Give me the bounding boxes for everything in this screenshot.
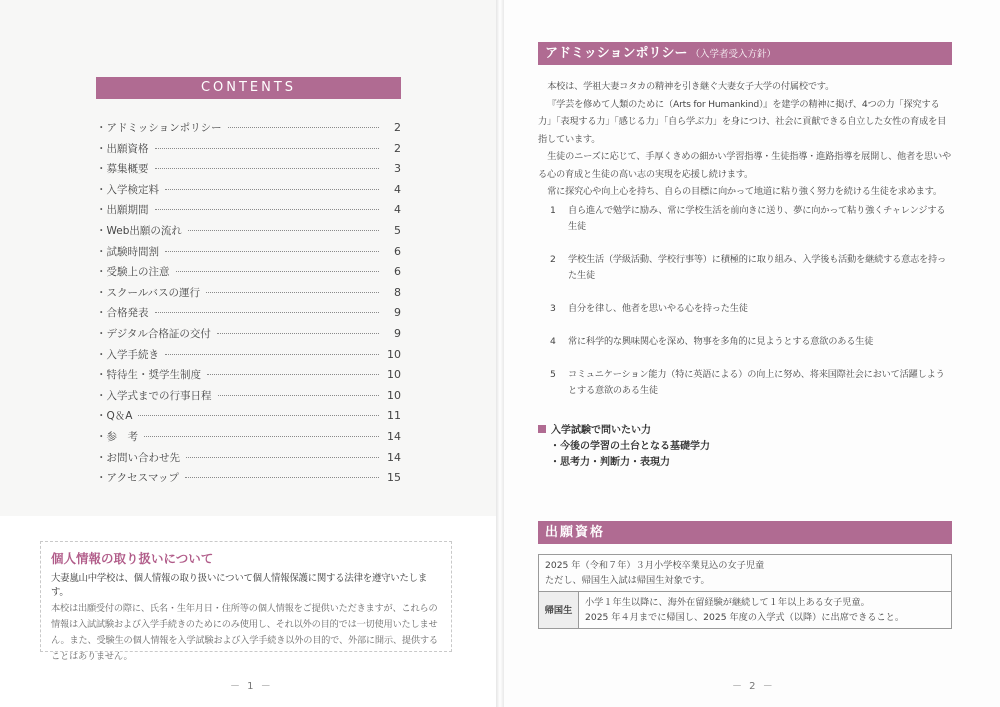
toc-item-page: 5 [394,223,401,237]
policy-item [538,252,952,284]
toc-item-title: ・ デジタル合格証の交付 [96,326,211,341]
intro-paragraph: 『学芸を修めて人類のために（Arts for Humankind）』を建学の精神に掲げ、4つの力「探究する力」「表現する力」「感じる力」「自ら学ぶ力」を身につけ、社会に貢献できる自立した女性の育成を目指しています。 [538,98,947,145]
toc-item-page: 9 [394,306,401,320]
toc-item-title: ・ アクセスマップ [96,470,179,485]
intro-paragraph: 本校は、学祖大妻コタカの精神を引き継ぐ大妻女子大学の付属校です。 [547,81,835,92]
toc-item [96,161,401,182]
toc-item [96,202,401,223]
table-row [539,555,952,592]
toc-item [96,141,401,162]
toc-leader-dots [155,312,380,313]
admission-policy-title: アドミッションポリシー [545,46,688,61]
table-row [539,592,952,629]
toc-item-title: ・ 出願資格 [96,141,149,156]
toc-item-page: 4 [394,203,401,217]
admission-intro [538,78,952,201]
contents-title: CONTENTS [96,77,401,99]
toc-leader-dots [218,395,380,396]
toc-leader-dots [186,457,379,458]
policy-text: コミュニケーション能力（特に英語による）の向上に努め、将来国際社会において活躍しようとする意欲のある生徒 [568,369,945,396]
toc-item [96,347,401,368]
toc-item-title: ・ 受験上の注意 [96,264,170,279]
privacy-title: 個人情報の取り扱いについて [51,551,214,566]
policy-list [538,203,952,416]
toc-item [96,182,401,203]
toc-item-title: ・ 合格発表 [96,305,149,320]
toc-leader-dots [138,415,379,416]
toc-item-page: 4 [394,182,401,196]
toc-leader-dots [176,271,380,272]
toc-item [96,244,401,265]
toc-leader-dots [144,436,379,437]
toc-item-title: ・ 出願期間 [96,202,149,217]
qualification-table [538,554,952,629]
qualification-header: 出願資格 [538,521,952,544]
toc-item-page: 8 [394,285,401,299]
privacy-lead: 大妻嵐山中学校は、個人情報の取り扱いについて個人情報保護に関する法律を遵守いたします。 [51,573,427,598]
returnee-line-1: 小学１年生以降に、海外在留経験が継続して１年以上ある女子児童。 [585,597,870,608]
toc-item [96,223,401,244]
policy-text: 自ら進んで勉学に励み、常に学校生活を前向きに送り、夢に向かって粘り強くチャレンジする生徒 [568,205,946,232]
abilities-heading: 入学試験で問いたい力 [538,423,710,439]
toc-leader-dots [165,251,379,252]
toc-item-page: 14 [387,429,401,443]
admission-policy-subtitle: （入学者受入方針） [690,49,776,60]
toc-item [96,388,401,409]
toc-item-page: 14 [387,450,401,464]
returnee-line-2: 2025 年４月までに帰国し、2025 年度の入学式（以降）に出席できること。 [585,612,905,623]
toc-item-page: 10 [387,388,401,402]
general-qualification-cell [539,555,952,592]
toc-item-title: ・ 入学検定料 [96,182,159,197]
toc-item [96,326,401,347]
toc-item [96,305,401,326]
toc-leader-dots [155,209,380,210]
toc-leader-dots [185,477,379,478]
toc-leader-dots [217,333,379,334]
policy-text: 学校生活（学級活動、学校行事等）に積極的に取り組み、入学後も活動を継続する意志を持った生徒 [568,254,947,281]
policy-number: 2 [550,254,556,265]
toc-item-page: 10 [387,368,401,382]
toc-item-page: 9 [394,326,401,340]
intro-paragraph: 生徒のニーズに応じて、手厚くきめの細かい学習指導・生徒指導・進路指導を展開し、他者を思いやる心の育成と生徒の高い志の実現を応援し続けます。 [538,151,951,180]
abilities-section [538,423,710,471]
toc-item [96,285,401,306]
book-gutter [496,0,504,707]
toc-item-page: 3 [394,162,401,176]
toc-item-title: ・ 入学手続き [96,347,159,362]
toc-leader-dots [155,148,380,149]
toc-leader-dots [206,292,379,293]
page-number-right: － 2 － [732,681,775,692]
policy-number: 3 [550,303,556,314]
toc-item-title: ・ 参 考 [96,429,138,444]
toc-item [96,429,401,450]
toc-item-title: ・ 入学式までの行事日程 [96,388,212,403]
toc-item-page: 11 [387,409,401,423]
toc-item-page: 6 [394,244,401,258]
intro-paragraph: 常に探究心や向上心を持ち、自らの目標に向かって地道に粘り強く努力を続ける生徒を求めます。 [547,186,942,197]
toc-item-title: ・ お問い合わせ先 [96,450,180,465]
policy-text: 常に科学的な興味関心を深め、物事を多角的に見ようとする意欲のある生徒 [568,336,874,347]
privacy-notice-box [40,541,452,662]
toc-item [96,120,401,141]
toc-leader-dots [207,374,379,375]
table-of-contents [96,120,401,491]
privacy-body: 本校は出願受付の際に、氏名・生年月日・住所等の個人情報をご提供いただきますが、これらの情報は入試試験および入学手続きのためにのみ使用し、それ以外の目的では一切使用いたしません。また、受験生の個人情報を入学試験および入学手続き以外の目的で、外部に開示、提供することはありません。 [51,603,438,662]
toc-item [96,367,401,388]
toc-item-title: ・ Web出願の流れ [96,223,182,238]
admission-policy-header [538,42,952,65]
policy-item [538,334,952,350]
general-line-2: ただし、帰国生入試は帰国生対象です。 [545,575,710,586]
toc-item-title: ・ Q＆A [96,408,132,423]
toc-item-title: ・ 試験時間割 [96,244,159,259]
policy-item [538,367,952,399]
policy-number: 1 [550,205,556,216]
toc-item-title: ・ 特待生・奨学生制度 [96,367,201,382]
toc-leader-dots [155,168,380,169]
toc-item-page: 10 [387,347,401,361]
toc-item-page: 6 [394,265,401,279]
toc-item-title: ・ スクールバスの運行 [96,285,200,300]
toc-item-title: ・ 募集概要 [96,161,149,176]
toc-leader-dots [228,127,379,128]
toc-leader-dots [165,354,379,355]
policy-item [538,203,952,235]
toc-item-page: 2 [394,141,401,155]
ability-item: ・思考力・判断力・表現力 [550,457,670,468]
toc-item [96,264,401,285]
toc-leader-dots [165,189,379,190]
right-page [504,0,1000,707]
toc-item [96,450,401,471]
toc-item [96,408,401,429]
ability-item: ・今後の学習の土台となる基礎学力 [550,441,710,452]
policy-number: 4 [550,336,556,347]
toc-item [96,470,401,491]
toc-item-page: 2 [394,121,401,134]
toc-leader-dots [188,230,379,231]
returnee-label: 帰国生 [539,592,579,629]
returnee-qualification-cell [579,592,952,629]
policy-item [538,301,952,317]
page-number-left: － 1 － [230,681,273,692]
policy-number: 5 [550,369,556,380]
toc-item-title: ・ アドミッションポリシー [96,120,222,135]
policy-text: 自分を律し、他者を思いやる心を持った生徒 [568,303,748,314]
toc-item-page: 15 [387,471,401,485]
general-line-1: 2025 年（令和７年）３月小学校卒業見込の女子児童 [545,560,765,571]
